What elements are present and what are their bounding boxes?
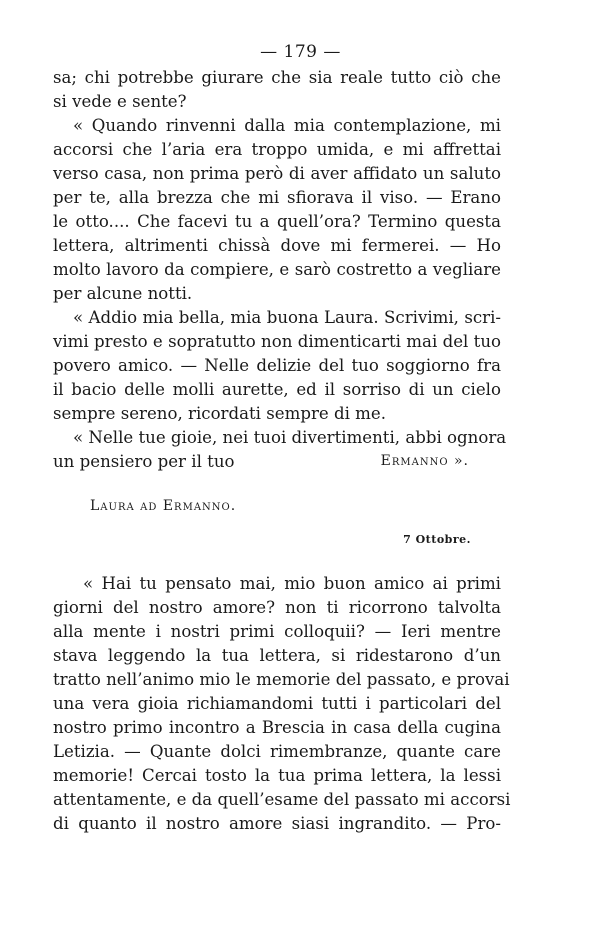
text-line: « Nelle tue gioie, nei tuoi divertimenti, abbi ognora <box>73 428 507 447</box>
text-line: memorie! Cercai tosto la tua prima lettera, la lessi <box>53 766 501 785</box>
letter-heading: Laura ad Ermanno. <box>90 498 237 514</box>
text-line: nostro primo incontro a Brescia in casa della cugina <box>53 718 501 737</box>
text-line: « Quando rinvenni dalla mia contemplazione, mi <box>73 116 501 135</box>
text-line: giorni del nostro amore? non ti ricorrono talvolta <box>53 598 501 617</box>
text-line: attentamente, e da quell’esame del passato mi accorsi <box>53 790 511 809</box>
text-line: sa; chi potrebbe giurare che sia reale tutto ciò che <box>53 68 501 87</box>
letter-body-ermanno <box>53 66 507 474</box>
text-line: sempre sereno, ricordati sempre di me. <box>53 404 387 423</box>
text-line: una vera gioia richiamandomi tutti i particolari del <box>53 694 501 713</box>
text-line: alla mente i nostri primi colloquii? — Ieri mentre <box>53 622 501 641</box>
text-line: un pensiero per il tuo <box>53 452 235 471</box>
text-line: povero amico. — Nelle delizie del tuo soggiorno fra <box>53 356 501 375</box>
text-line: « Addio mia bella, mia buona Laura. Scrivimi, scri- <box>73 308 501 327</box>
signature: Ermanno ». <box>380 453 469 469</box>
text-line: le otto.... Che facevi tu a quell’ora? Termino questa <box>53 212 501 231</box>
text-line: accorsi che l’aria era troppo umida, e mi affrettai <box>53 140 501 159</box>
text-line: vimi presto e sopratutto non dimenticarti mai del tuo <box>53 332 501 351</box>
letter-date: 7 Ottobre. <box>403 533 471 546</box>
text-line: si vede e sente? <box>53 92 187 111</box>
text-line: per te, alla brezza che mi sfiorava il viso. — Erano <box>53 188 501 207</box>
text-line: per alcune notti. <box>53 284 193 303</box>
text-line: Letizia. — Quante dolci rimembranze, quante care <box>53 742 501 761</box>
text-line: stava leggendo la tua lettera, si ridestarono d’un <box>53 646 501 665</box>
letter-body-laura <box>53 572 511 836</box>
page-number: — 179 — <box>260 42 341 62</box>
text-line: « Hai tu pensato mai, mio buon amico ai primi <box>83 574 501 593</box>
text-line: lettera, altrimenti chissà dove mi fermerei. — Ho <box>53 236 501 255</box>
text-line: molto lavoro da compiere, e sarò costretto a vegliare <box>53 260 501 279</box>
text-line: tratto nell’animo mio le memorie del passato, e provai <box>53 670 510 689</box>
text-line: di quanto il nostro amore siasi ingrandito. — Pro- <box>53 814 501 833</box>
text-line: verso casa, non prima però di aver affidato un saluto <box>53 164 501 183</box>
text-line: il bacio delle molli aurette, ed il sorriso di un cielo <box>53 380 501 399</box>
